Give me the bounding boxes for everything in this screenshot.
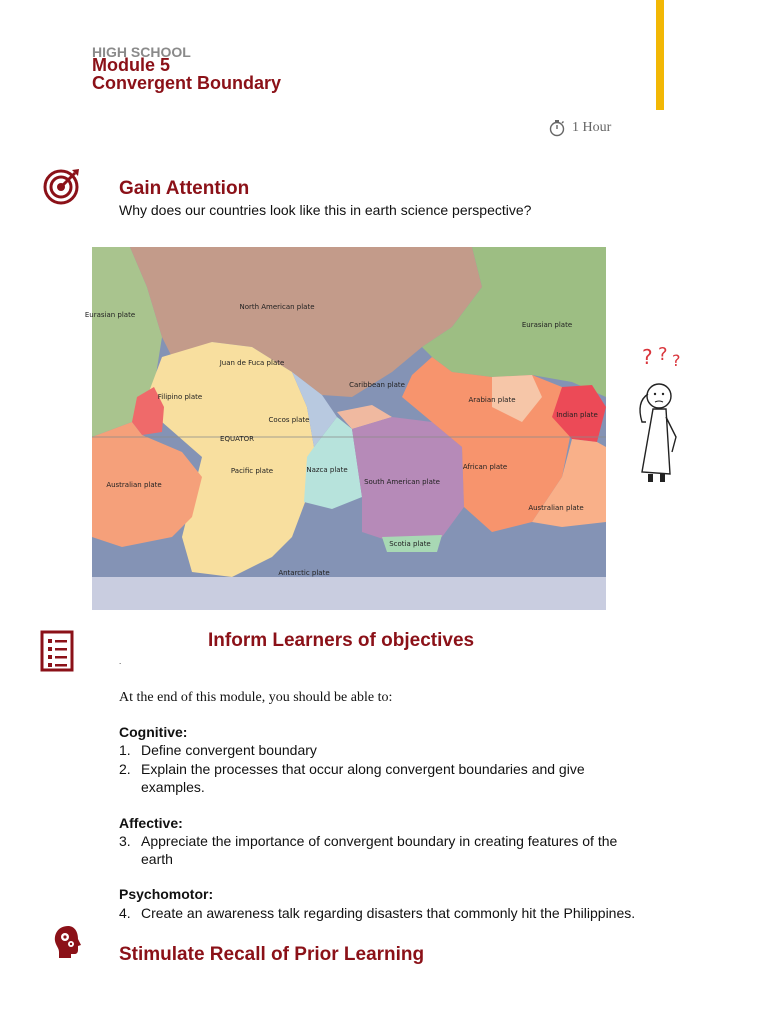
plate-label-filipino: Filipino plate (157, 393, 203, 401)
stopwatch-icon (548, 119, 566, 137)
plate-label-african: African plate (462, 463, 508, 471)
gain-attention-question: Why does our countries look like this in earth science perspective? (119, 202, 532, 218)
list-text: Create an awareness talk regarding disasters that commonly hit the Philippines. (141, 905, 636, 921)
tectonic-plates-map (84, 247, 606, 610)
list-text: Explain the processes that occur along convergent boundaries and give examples. (141, 761, 585, 795)
objectives-group-label: Cognitive: (119, 724, 188, 740)
duration (548, 119, 611, 137)
accent-bar (656, 0, 664, 110)
plate-label-caribbean: Caribbean plate (349, 381, 405, 389)
plate-label-scotia: Scotia plate (389, 540, 431, 548)
plate-label-cocos: Cocos plate (268, 416, 310, 424)
objectives-intro: At the end of this module, you should be able to: (119, 690, 393, 705)
svg-text:?: ? (672, 351, 681, 370)
plate-label-juan-de-fuca: Juan de Fuca plate (219, 359, 285, 367)
equator-label: EQUATOR (220, 435, 254, 443)
checklist-icon (40, 630, 76, 674)
svg-text:?: ? (658, 344, 668, 365)
objectives-dot: . (119, 657, 122, 666)
plate-label-eurasian-right: Eurasian plate (521, 321, 573, 329)
list-item (119, 760, 651, 796)
plate-label-eurasian-left: Eurasian plate (84, 311, 136, 319)
list-item (119, 741, 651, 759)
list-number: 1. (119, 742, 131, 758)
plate-label-arabian: Arabian plate (468, 396, 516, 404)
plate-label-antarctic: Antarctic plate (278, 569, 330, 577)
school-level: HIGH SCHOOL (92, 44, 191, 60)
plate-label-indian: Indian plate (556, 411, 598, 419)
list-item (119, 832, 651, 868)
head-gears-icon (52, 924, 84, 960)
svg-text:?: ? (642, 345, 653, 369)
list-text: Appreciate the importance of convergent boundary in creating features of the earth (141, 833, 618, 867)
objectives-group-label: Affective: (119, 815, 183, 831)
plate-label-south-american: South American plate (364, 478, 440, 486)
list-number: 2. (119, 761, 131, 777)
gain-attention-heading: Gain Attention (119, 178, 250, 199)
plate-label-north-american: North American plate (239, 303, 315, 311)
objectives-group-label: Psychomotor: (119, 886, 214, 902)
confused-person-icon (628, 342, 688, 502)
page-title: Convergent Boundary (92, 73, 282, 93)
plate-label-nazca: Nazca plate (306, 466, 348, 474)
list-number: 3. (119, 833, 131, 849)
duration-text: 1 Hour (572, 120, 612, 135)
plate-label-australian-left: Australian plate (106, 481, 162, 489)
list-item (119, 904, 701, 922)
objectives-heading: Inform Learners of objectives (208, 630, 475, 651)
list-text: Define convergent boundary (141, 742, 317, 758)
list-number: 4. (119, 905, 131, 921)
plate-label-pacific: Pacific plate (230, 467, 274, 475)
plate-label-australian-right: Australian plate (528, 504, 584, 512)
recall-heading: Stimulate Recall of Prior Learning (119, 944, 425, 965)
module-number: Module 5 (92, 55, 171, 75)
target-icon (42, 166, 82, 206)
